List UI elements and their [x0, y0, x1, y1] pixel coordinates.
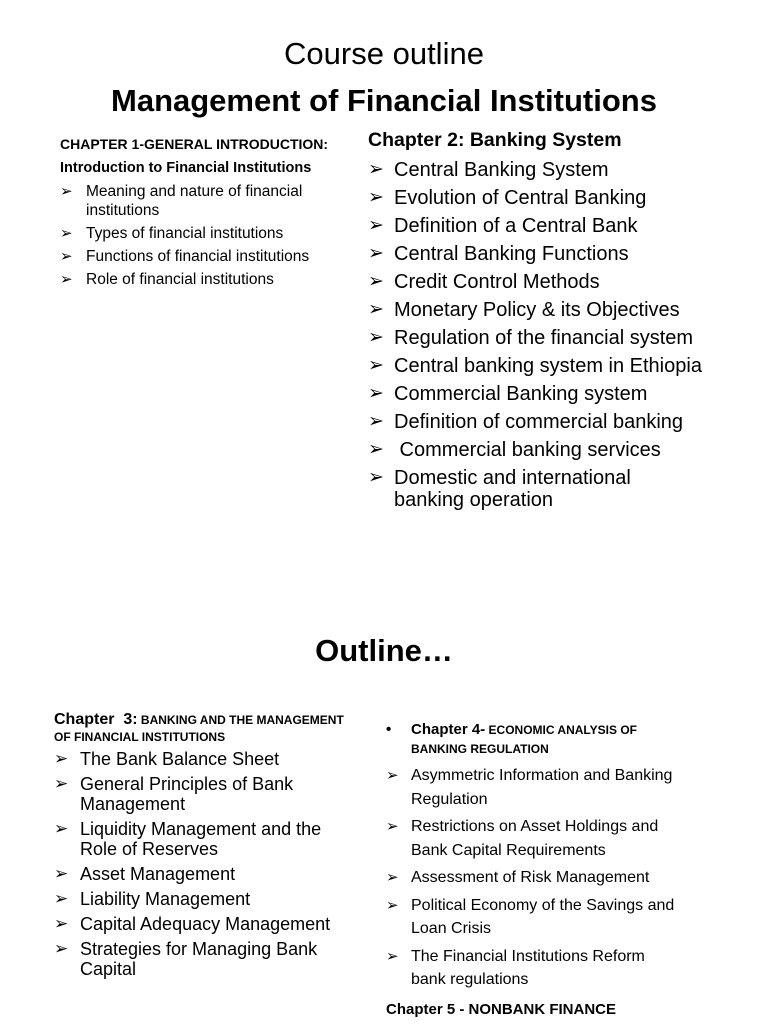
arrow-bullet-icon: ➢: [386, 947, 399, 965]
list-item: ➢ The Bank Balance Sheet: [54, 749, 280, 769]
list-item: ➢ Domestic and international banking operation: [368, 467, 631, 511]
list-item: ➢ The Financial Institutions Reform bank regulations: [386, 945, 716, 992]
arrow-bullet-icon: ➢: [368, 327, 384, 348]
chapter-4-list: [386, 764, 716, 992]
chapter-3-section: [54, 710, 384, 984]
chapter-4-heading-line2: BANKING REGULATION: [411, 742, 549, 756]
list-item: ➢ Evolution of Central Banking: [368, 187, 647, 209]
arrow-bullet-icon: ➢: [386, 818, 399, 835]
chapter-3-heading: Chapter 3: BANKING AND THE MANAGEMENT: [54, 711, 344, 728]
list-item: ➢ Political Economy of the Savings and Loan Crisis: [386, 894, 716, 941]
chapter-2-list: [368, 159, 763, 511]
list-item: ➢ General Principles of Bank Management: [54, 774, 294, 814]
arrow-bullet-icon: ➢: [368, 187, 384, 208]
list-item: ➢ Credit Control Methods: [368, 271, 600, 293]
chapter-2-section: [368, 127, 763, 511]
chapter-3-list: [54, 749, 384, 979]
arrow-bullet-icon: ➢: [60, 183, 73, 200]
chapter-1-section: [60, 134, 365, 293]
list-item: ➢ Functions of financial institutions: [60, 248, 310, 265]
chapter-3-heading-line2: OF FINANCIAL INSTITUTIONS: [54, 730, 226, 744]
arrow-bullet-icon: ➢: [54, 774, 69, 793]
list-item: ➢ Definition of a Central Bank: [368, 215, 638, 237]
list-item: ➢ Central banking system in Ethiopia: [368, 355, 702, 377]
arrow-bullet-icon: ➢: [368, 215, 384, 236]
course-outline-title: Course outline: [284, 36, 484, 71]
arrow-bullet-icon: ➢: [368, 439, 384, 460]
list-item: ➢ Regulation of the financial system: [368, 327, 694, 349]
list-item: ➢ Liquidity Management and the Role of Reserves: [54, 819, 322, 859]
list-item: ➢ Assessment of Risk Management: [386, 866, 716, 890]
arrow-bullet-icon: ➢: [368, 383, 384, 404]
chapter-2-heading: Chapter 2: Banking System: [368, 129, 622, 151]
arrow-bullet-icon: ➢: [54, 889, 69, 908]
chapter-4-heading: • Chapter 4- ECONOMIC ANALYSIS OF: [386, 721, 637, 738]
list-item: ➢ Asset Management: [54, 864, 236, 884]
arrow-bullet-icon: ➢: [386, 896, 399, 914]
chapter-1-subheading: Introduction to Financial Institutions: [60, 160, 312, 176]
arrow-bullet-icon: ➢: [54, 749, 69, 768]
arrow-bullet-icon: ➢: [54, 819, 69, 838]
list-item: ➢ Capital Adequacy Management: [54, 914, 331, 934]
list-item: ➢ Monetary Policy & its Objectives: [368, 299, 680, 321]
list-item: ➢ Liability Management: [54, 889, 251, 909]
arrow-bullet-icon: ➢: [368, 299, 384, 320]
arrow-bullet-icon: ➢: [368, 355, 384, 376]
chapter-4-section: [386, 720, 716, 996]
list-item: ➢ Restrictions on Asset Holdings and Bank Capital Requirements: [386, 815, 716, 862]
arrow-bullet-icon: ➢: [60, 271, 73, 288]
arrow-bullet-icon: ➢: [54, 864, 69, 883]
arrow-bullet-icon: ➢: [368, 271, 384, 292]
arrow-bullet-icon: ➢: [368, 467, 384, 488]
course-name-title: Management of Financial Institutions: [111, 83, 657, 118]
list-item: ➢ Asymmetric Information and Banking Regulation: [386, 764, 716, 811]
chapter-1-heading: CHAPTER 1-GENERAL INTRODUCTION:: [60, 136, 329, 152]
arrow-bullet-icon: ➢: [60, 225, 73, 242]
chapter-1-list: [60, 182, 365, 289]
list-item: ➢ Types of financial institutions: [60, 225, 284, 242]
list-item: ➢ Commercial banking services: [368, 439, 661, 461]
arrow-bullet-icon: ➢: [386, 767, 399, 784]
arrow-bullet-icon: ➢: [368, 411, 384, 432]
arrow-bullet-icon: ➢: [368, 159, 384, 180]
arrow-bullet-icon: ➢: [386, 869, 399, 886]
arrow-bullet-icon: ➢: [54, 939, 69, 958]
list-item: ➢ Central Banking Functions: [368, 243, 629, 265]
dot-bullet-icon: •: [386, 721, 392, 738]
list-item: ➢ Meaning and nature of financial institutions: [60, 183, 303, 219]
chapter-5-heading: Chapter 5 - NONBANK FINANCE: [386, 1001, 617, 1018]
arrow-bullet-icon: ➢: [60, 248, 73, 265]
list-item: ➢ Commercial Banking system: [368, 383, 648, 405]
outline-title: Outline…: [315, 633, 453, 668]
list-item: ➢ Role of financial institutions: [60, 271, 274, 288]
list-item: ➢ Central Banking System: [368, 159, 609, 181]
arrow-bullet-icon: ➢: [54, 914, 69, 933]
arrow-bullet-icon: ➢: [368, 243, 384, 264]
list-item: ➢ Strategies for Managing Bank Capital: [54, 939, 318, 979]
list-item: ➢ Definition of commercial banking: [368, 411, 684, 433]
